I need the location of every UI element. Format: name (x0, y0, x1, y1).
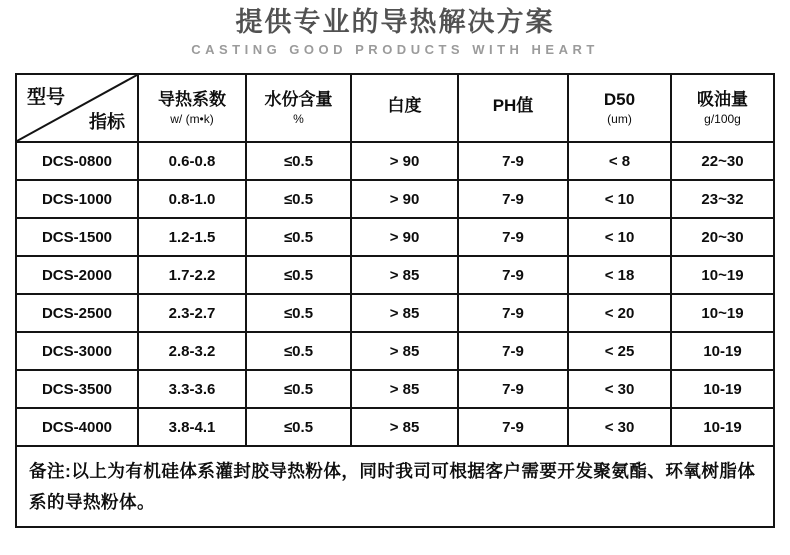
value-cell: > 85 (351, 332, 458, 370)
table-row (16, 294, 774, 332)
value-cell: 10-19 (671, 370, 774, 408)
value-cell: ≤0.5 (246, 180, 351, 218)
value-cell: < 18 (568, 256, 671, 294)
corner-model-label: 型号 (27, 87, 66, 109)
value-cell: 3.8-4.1 (138, 408, 246, 446)
model-cell: DCS-2000 (16, 256, 138, 294)
model-cell: DCS-3000 (16, 332, 138, 370)
column-header-whiteness (351, 74, 458, 142)
value-cell: ≤0.5 (246, 218, 351, 256)
page-subtitle: CASTING GOOD PRODUCTS WITH HEART (191, 42, 599, 58)
column-header-ph-value (458, 74, 568, 142)
value-cell: < 10 (568, 218, 671, 256)
value-cell: 7-9 (458, 256, 568, 294)
value-cell: 2.8-3.2 (138, 332, 246, 370)
remark-note: 备注:以上为有机硅体系灌封胶导热粉体，同时我司可根据客户需要开发聚氨酯、环氧树脂体系的导热粉体。 (16, 446, 774, 527)
note-row (16, 446, 774, 527)
column-unit: % (293, 111, 304, 126)
column-unit: (um) (607, 111, 632, 126)
value-cell: 7-9 (458, 370, 568, 408)
model-cell: DCS-0800 (16, 142, 138, 180)
value-cell: > 85 (351, 294, 458, 332)
value-cell: > 90 (351, 142, 458, 180)
value-cell: > 90 (351, 180, 458, 218)
model-cell: DCS-3500 (16, 370, 138, 408)
table-row (16, 180, 774, 218)
column-header-thermal-conductivity (138, 74, 246, 142)
value-cell: < 10 (568, 180, 671, 218)
value-cell: ≤0.5 (246, 332, 351, 370)
value-cell: ≤0.5 (246, 370, 351, 408)
value-cell: > 85 (351, 256, 458, 294)
model-cell: DCS-4000 (16, 408, 138, 446)
value-cell: 22~30 (671, 142, 774, 180)
value-cell: > 90 (351, 218, 458, 256)
column-header-oil-absorption (671, 74, 774, 142)
column-header-moisture-content (246, 74, 351, 142)
corner-index-label: 指标 (89, 112, 125, 133)
value-cell: < 20 (568, 294, 671, 332)
table-row (16, 370, 774, 408)
value-cell: 10~19 (671, 256, 774, 294)
column-label: 导热系数 (158, 90, 226, 110)
corner-header-cell (16, 74, 138, 142)
column-unit: w/ (m•k) (170, 111, 214, 126)
value-cell: 7-9 (458, 218, 568, 256)
value-cell: < 25 (568, 332, 671, 370)
value-cell: 0.8-1.0 (138, 180, 246, 218)
page-title: 提供专业的导热解决方案 (235, 7, 555, 37)
value-cell: 10-19 (671, 408, 774, 446)
value-cell: 7-9 (458, 142, 568, 180)
table-footer (16, 446, 774, 527)
column-unit: g/100g (704, 111, 741, 126)
value-cell: < 8 (568, 142, 671, 180)
table-header (16, 74, 774, 142)
value-cell: 10-19 (671, 332, 774, 370)
value-cell: ≤0.5 (246, 142, 351, 180)
value-cell: ≤0.5 (246, 256, 351, 294)
value-cell: 7-9 (458, 180, 568, 218)
column-header-d50 (568, 74, 671, 142)
value-cell: < 30 (568, 408, 671, 446)
model-cell: DCS-1000 (16, 180, 138, 218)
table-row (16, 142, 774, 180)
table-row (16, 408, 774, 446)
value-cell: > 85 (351, 408, 458, 446)
value-cell: > 85 (351, 370, 458, 408)
column-unit (352, 118, 457, 120)
model-cell: DCS-1500 (16, 218, 138, 256)
table-row (16, 332, 774, 370)
value-cell: 20~30 (671, 218, 774, 256)
value-cell: 10~19 (671, 294, 774, 332)
value-cell: 7-9 (458, 294, 568, 332)
spec-table (15, 73, 775, 528)
column-label: PH值 (492, 95, 534, 115)
column-label: D50 (603, 90, 636, 110)
model-cell: DCS-2500 (16, 294, 138, 332)
header-row (16, 74, 774, 142)
column-label: 水份含量 (264, 90, 333, 110)
header-block (0, 0, 790, 57)
value-cell: < 30 (568, 370, 671, 408)
value-cell: 2.3-2.7 (138, 294, 246, 332)
column-unit (459, 118, 567, 120)
value-cell: 23~32 (671, 180, 774, 218)
value-cell: ≤0.5 (246, 408, 351, 446)
value-cell: 7-9 (458, 332, 568, 370)
table-row (16, 256, 774, 294)
value-cell: 1.7-2.2 (138, 256, 246, 294)
column-label: 白度 (387, 95, 422, 115)
column-label: 吸油量 (697, 90, 748, 110)
value-cell: 1.2-1.5 (138, 218, 246, 256)
table-body (16, 142, 774, 446)
value-cell: 7-9 (458, 408, 568, 446)
value-cell: 3.3-3.6 (138, 370, 246, 408)
value-cell: 0.6-0.8 (138, 142, 246, 180)
table-row (16, 218, 774, 256)
value-cell: ≤0.5 (246, 294, 351, 332)
